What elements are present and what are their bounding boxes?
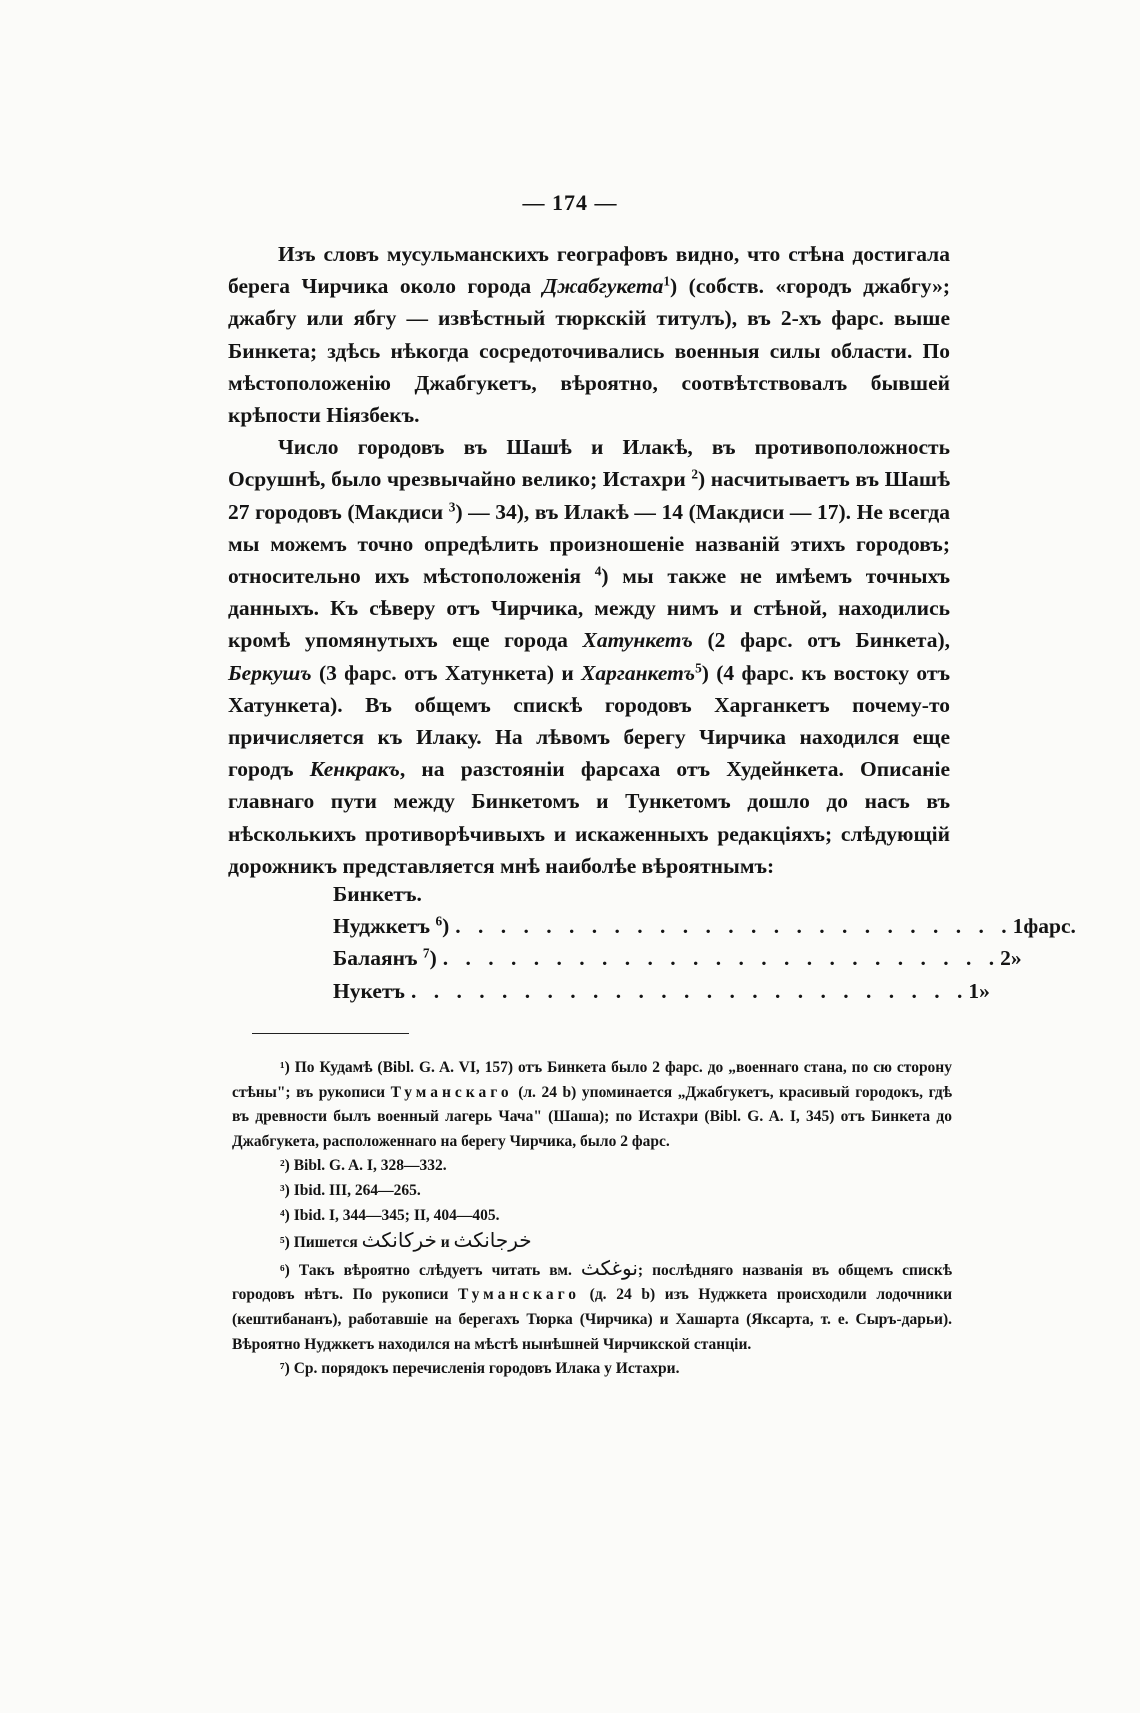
- distance-value: 2: [1000, 946, 1011, 971]
- footnote-separator: [252, 1033, 409, 1034]
- text-run: ) Bibl. G. A. I, 328—332.: [284, 1157, 447, 1175]
- footnote-5: [232, 1228, 952, 1256]
- itinerary-start-label: Бинкетъ.: [333, 882, 422, 906]
- paragraph-1: [228, 238, 950, 431]
- footnote-4: [232, 1204, 952, 1229]
- city-name: Кенкракъ: [309, 757, 400, 782]
- footnote-ref: 3: [448, 499, 456, 515]
- arabic-word: نوغكث: [580, 1255, 638, 1280]
- text-run: ) Такъ вѣроятно слѣдуетъ читать вм.: [284, 1261, 581, 1279]
- text-run: (3 фарс. отъ Хатункета) и: [311, 660, 582, 685]
- city-name: Джабгукета: [542, 274, 664, 299]
- footnote-ref: 5: [695, 660, 702, 676]
- text-run: (2 фарс. отъ Бинкета),: [692, 628, 950, 653]
- text-run: ) (собств. «городъ джабгу»; джабгу или ябгу — извѣстный тюркскій титулъ), въ 2-хъ фарс. выше Бинкета; здѣсь нѣкогда сосредоточивались военныя силы области. По мѣстоположенію Джабгукетъ, вѣроятно, соотвѣтствовалъ бывшей крѣпости Ніязбекъ.: [228, 274, 950, 428]
- footnote-3: [232, 1179, 952, 1204]
- itinerary-table: [333, 878, 1076, 1007]
- footnote-mark: ²: [280, 1157, 285, 1175]
- text-run: ) — 34), въ Илакѣ — 14 (Макдиси — 17). Не всегда мы можемъ точно опредѣлить произношеніе названій этихъ городовъ; относительно ихъ мѣстоположенія: [228, 499, 950, 589]
- text-run: ) Ср. порядокъ перечисленія городовъ Илака у Истахри.: [284, 1360, 680, 1378]
- footnotes: [232, 1056, 952, 1382]
- itinerary-place: Нукетъ: [333, 978, 405, 1003]
- text-run: ) Ibid. III, 264—265.: [284, 1181, 421, 1199]
- page-number: — 174 —: [522, 190, 618, 215]
- text-run: ) (4 фарс. къ востоку отъ Хатункета). Въ общемъ спискѣ городовъ Харганкетъ почему-то причисляется къ Илаку. На лѣвомъ берегу Чирчика находился еще городъ: [228, 660, 950, 782]
- text-run: ) Пишется: [284, 1234, 362, 1252]
- footnote-ref: 7: [422, 946, 430, 962]
- footnote-mark: ⁵: [280, 1234, 285, 1252]
- leader-dots: . . . . . . . . . . . . . . . . . . . . . . . . .: [442, 946, 1001, 971]
- place-name: Нуджкетъ: [333, 914, 431, 939]
- place-name: Балаянъ: [333, 946, 418, 971]
- author-name: Туманскаго: [458, 1286, 581, 1304]
- text-run: ) насчитываетъ въ Шашѣ 27 городовъ (Макдиси: [228, 467, 950, 524]
- leader-dots: . . . . . . . . . . . . . . . . . . . . . . . . .: [455, 914, 1013, 939]
- itinerary-place: Нуджкетъ $^6$): [333, 913, 450, 939]
- distance-unit: »: [1010, 946, 1022, 971]
- itinerary-place: Балаянъ $^7$): [333, 946, 437, 971]
- text-run: ) По Кудамѣ (Bibl. G. A. VI, 157) отъ Бинкета было 2 фарс. до „военнаго стана, по сю сторону стѣны"; въ рукописи: [232, 1059, 952, 1101]
- city-name: Хатункетъ: [582, 628, 693, 653]
- footnote-mark: ⁶: [280, 1261, 285, 1279]
- footnote-ref: 2: [691, 467, 698, 483]
- itinerary-row: [333, 942, 1022, 974]
- city-name: Беркушъ: [228, 660, 312, 685]
- footnote-mark: ¹: [280, 1059, 285, 1076]
- footnote-mark: ⁷: [280, 1360, 285, 1378]
- paragraph-2: [228, 431, 950, 882]
- text-run: ; послѣдняго названія въ общемъ спискѣ городовъ нѣтъ. По рукописи: [232, 1261, 953, 1304]
- city-name: Харганкетъ: [581, 660, 696, 685]
- leader-dots: . . . . . . . . . . . . . . . . . . . . . . . . .: [410, 978, 969, 1003]
- itinerary-start: [333, 878, 873, 910]
- arabic-word: خركانكث: [361, 1228, 437, 1253]
- footnote-ref: 6: [435, 913, 443, 929]
- author-name: Туманскаго: [390, 1083, 513, 1101]
- footnote-ref: 1: [663, 273, 671, 289]
- distance-unit: »: [979, 978, 990, 1003]
- footnote-mark: ⁴: [280, 1206, 285, 1224]
- arabic-word: خرجانكث: [453, 1228, 532, 1253]
- text-run: (д. 24 b) изъ Нуджкета происходили лодочники (кештибананъ), работавшіе на берегахъ Тюрка (Чирчика) и Хашарта (Яксарта, т. е. Сыръ-дарьи). Вѣроятно Нуджкетъ находился на мѣстѣ нынѣшней Чирчикской станціи.: [232, 1286, 952, 1353]
- text-run: Число городовъ въ Шашѣ и Илакѣ, въ противоположность Осрушнѣ, было чрезвычайно велико; Истахри: [228, 435, 950, 492]
- main-text: [228, 238, 950, 882]
- distance-unit: фарс.: [1023, 914, 1076, 939]
- footnote-6: [232, 1256, 952, 1357]
- distance-value: 1: [968, 978, 980, 1003]
- footnote-1: [232, 1056, 952, 1154]
- itinerary-row: [333, 975, 990, 1007]
- text-run: (л. 24 b) упоминается „Джабгукетъ, красивый городокъ, гдѣ въ древности былъ военный лагерь Чача" (Шаша); по Истахри (Bibl. G. A. I, 345) отъ Бинкета до Джабгукета, расположеннаго на берегу Чирчика, было 2 фарс.: [232, 1083, 953, 1150]
- distance-value: 1: [1012, 914, 1024, 939]
- text-run: ) Ibid. I, 344—345; II, 404—405.: [284, 1206, 500, 1224]
- text-run: ) мы также не имѣемъ точныхъ данныхъ. Къ сѣверу отъ Чирчика, между нимъ и стѣной, находились кромѣ упомянутыхъ еще города: [228, 564, 950, 653]
- text-run: , на разстояніи фарсаха отъ Худейнкета. Описаніе главнаго пути между Бинкетомъ и Тункетомъ дошло до насъ въ нѣсколькихъ противорѣчивыхъ и искаженныхъ редакціяхъ; слѣдующій дорожникъ представляется мнѣ наиболѣе вѣроятнымъ:: [228, 757, 950, 878]
- footnote-mark: ³: [280, 1181, 285, 1199]
- text-run: и: [436, 1234, 454, 1252]
- footnote-2: [232, 1154, 952, 1179]
- footnote-7: [232, 1357, 952, 1382]
- itinerary-row: [333, 910, 1076, 942]
- text-run: Изъ словъ мусульманскихъ географовъ видно, что стѣна достигала берега Чирчика около города: [228, 242, 950, 299]
- footnote-ref: 4: [594, 563, 602, 579]
